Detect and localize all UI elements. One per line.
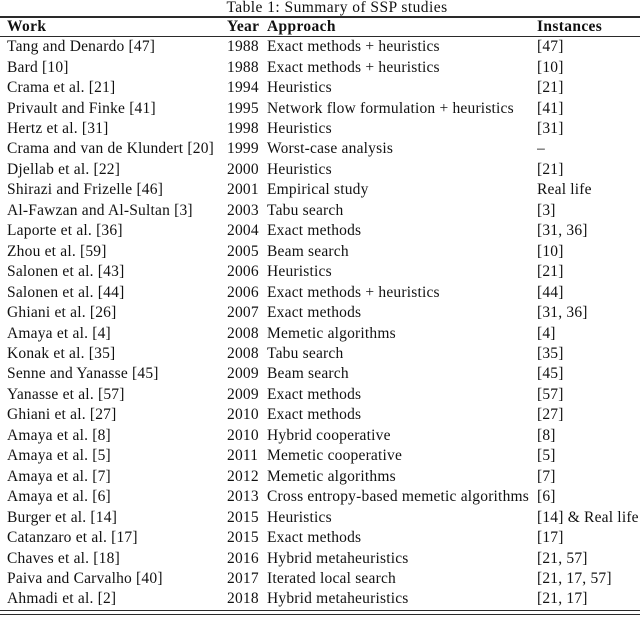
- table-row: [0, 426, 640, 446]
- cell-instances: [35]: [537, 345, 564, 363]
- cell-approach: Heuristics: [267, 120, 332, 138]
- cell-year: 2015: [227, 529, 259, 547]
- cell-work: Senne and Yanasse [45]: [7, 365, 159, 383]
- table-row: [0, 589, 640, 609]
- cell-approach: Tabu search: [267, 345, 344, 363]
- cell-approach: Heuristics: [267, 263, 332, 281]
- cell-instances: [8]: [537, 426, 556, 444]
- cell-approach: Beam search: [267, 365, 349, 383]
- cell-work: Al-Fawzan and Al-Sultan [3]: [7, 201, 193, 219]
- cell-work: Burger et al. [14]: [7, 508, 118, 526]
- cell-approach: Memetic algorithms: [267, 467, 396, 485]
- cell-work: Salonen et al. [44]: [7, 283, 125, 301]
- cell-work: Tang and Denardo [47]: [7, 38, 156, 56]
- table-row: [0, 446, 640, 466]
- cell-instances: [21]: [537, 263, 564, 281]
- cell-work: Ahmadi et al. [2]: [7, 590, 117, 608]
- cell-year: 2003: [227, 201, 259, 219]
- cell-year: 2011: [227, 447, 259, 465]
- cell-approach: Exact methods + heuristics: [267, 58, 440, 76]
- table-row: [0, 242, 640, 262]
- cell-approach: Cross entropy-based memetic algorithms: [267, 488, 530, 506]
- cell-instances: [31, 36]: [537, 304, 588, 322]
- cell-work: Zhou et al. [59]: [7, 242, 107, 260]
- cell-work: Djellab et al. [22]: [7, 160, 121, 178]
- cell-year: 2008: [227, 345, 259, 363]
- cell-work: Salonen et al. [43]: [7, 263, 125, 281]
- table-row: [0, 344, 640, 364]
- cell-year: 2012: [227, 467, 259, 485]
- cell-approach: Exact methods: [267, 304, 362, 322]
- cell-year: 1988: [227, 58, 259, 76]
- cell-approach: Beam search: [267, 242, 349, 260]
- cell-year: 2005: [227, 242, 259, 260]
- cell-year: 2018: [227, 590, 259, 608]
- cell-instances: [45]: [537, 365, 564, 383]
- table-row: [0, 119, 640, 139]
- col-header-work: Work: [7, 18, 47, 35]
- cell-instances: [41]: [537, 99, 564, 117]
- cell-work: Amaya et al. [4]: [7, 324, 111, 342]
- cell-year: 2009: [227, 365, 259, 383]
- cell-instances: [31, 36]: [537, 222, 588, 240]
- cell-approach: Worst-case analysis: [267, 140, 394, 158]
- cell-year: 2009: [227, 385, 259, 403]
- table-row: [0, 160, 640, 180]
- cell-year: 1999: [227, 140, 259, 158]
- cell-work: Ghiani et al. [26]: [7, 304, 117, 322]
- cell-approach: Tabu search: [267, 201, 344, 219]
- cell-year: 2008: [227, 324, 259, 342]
- cell-instances: [21, 17, 57]: [537, 570, 612, 587]
- cell-instances: [44]: [537, 283, 564, 301]
- cell-approach: Exact methods: [267, 385, 362, 403]
- cell-work: Amaya et al. [7]: [7, 467, 111, 485]
- cell-approach: Empirical study: [267, 181, 369, 199]
- cell-approach: Heuristics: [267, 160, 332, 178]
- cell-approach: Exact methods + heuristics: [267, 38, 440, 56]
- cell-year: 1998: [227, 120, 259, 138]
- cell-instances: [47]: [537, 38, 564, 56]
- cell-approach: Heuristics: [267, 79, 332, 97]
- cell-instances: Real life: [537, 181, 592, 199]
- cell-instances: [17]: [537, 529, 564, 547]
- cell-approach: Heuristics: [267, 508, 332, 526]
- cell-year: 2006: [227, 283, 259, 301]
- table-row: [0, 180, 640, 200]
- cell-work: Catanzaro et al. [17]: [7, 529, 138, 547]
- cell-year: 2015: [227, 508, 259, 526]
- table-row: [0, 385, 640, 405]
- cell-approach: Exact methods: [267, 529, 362, 547]
- col-header-year: Year: [227, 18, 260, 35]
- cell-instances: [21]: [537, 160, 564, 178]
- table-row: [0, 201, 640, 221]
- cell-work: Crama et al. [21]: [7, 79, 116, 97]
- cell-year: 2010: [227, 426, 259, 444]
- cell-work: Konak et al. [35]: [7, 345, 116, 363]
- table-row: [0, 78, 640, 98]
- cell-year: 2001: [227, 181, 259, 199]
- cell-work: Amaya et al. [5]: [7, 447, 111, 465]
- table-caption: Table 1: Summary of SSP studies: [226, 0, 448, 16]
- table-row: [0, 569, 640, 589]
- cell-work: Paiva and Carvalho [40]: [7, 570, 163, 587]
- cell-work: Yanasse et al. [57]: [7, 385, 125, 403]
- cell-instances: [7]: [537, 467, 556, 485]
- cell-instances: [4]: [537, 324, 556, 342]
- table-row: [0, 467, 640, 487]
- cell-instances: [10]: [537, 58, 564, 76]
- table-row: [0, 282, 640, 302]
- cell-instances: [5]: [537, 447, 556, 465]
- cell-work: Laporte et al. [36]: [7, 222, 123, 240]
- table-row: [0, 364, 640, 384]
- cell-approach: Exact methods + heuristics: [267, 283, 440, 301]
- cell-year: 1988: [227, 38, 259, 56]
- cell-year: 2000: [227, 160, 259, 178]
- table-row: [0, 405, 640, 425]
- table-row: [0, 487, 640, 507]
- cell-year: 1995: [227, 99, 259, 117]
- cell-approach: Hybrid cooperative: [267, 426, 391, 444]
- cell-instances: –: [537, 140, 545, 158]
- cell-year: 2007: [227, 304, 259, 322]
- cell-instances: [21, 57]: [537, 549, 588, 567]
- cell-year: 2016: [227, 549, 259, 567]
- cell-approach: Network flow formulation + heuristics: [267, 99, 514, 117]
- table-row: [0, 262, 640, 282]
- cell-year: 1994: [227, 79, 259, 97]
- table-row: [0, 98, 640, 118]
- table-body: [0, 37, 640, 610]
- cell-year: 2010: [227, 406, 259, 424]
- cell-instances: [21, 17]: [537, 590, 588, 608]
- table-row: [0, 303, 640, 323]
- cell-instances: [6]: [537, 488, 556, 506]
- table-row: [0, 37, 640, 57]
- cell-work: Amaya et al. [8]: [7, 426, 111, 444]
- table-row: [0, 57, 640, 77]
- table-row: [0, 548, 640, 568]
- table-row: [0, 221, 640, 241]
- cell-work: Amaya et al. [6]: [7, 488, 111, 506]
- cell-work: Ghiani et al. [27]: [7, 406, 117, 424]
- cell-year: 2013: [227, 488, 259, 506]
- cell-instances: [3]: [537, 201, 556, 219]
- cell-year: 2017: [227, 570, 259, 587]
- cell-approach: Hybrid metaheuristics: [267, 590, 409, 608]
- cell-work: Bard [10]: [7, 58, 69, 76]
- cell-instances: [10]: [537, 242, 564, 260]
- cell-work: Chaves et al. [18]: [7, 549, 120, 567]
- cell-approach: Exact methods: [267, 222, 362, 240]
- table-row: [0, 139, 640, 159]
- table-header-row: [0, 18, 640, 36]
- cell-approach: Iterated local search: [267, 570, 396, 587]
- cell-instances: [31]: [537, 120, 564, 138]
- cell-work: Crama and van de Klundert [20]: [7, 140, 215, 158]
- cell-approach: Hybrid metaheuristics: [267, 549, 409, 567]
- cell-approach: Memetic cooperative: [267, 447, 403, 465]
- cell-approach: Exact methods: [267, 406, 362, 424]
- bottom-rule: [0, 610, 640, 615]
- cell-work: Hertz et al. [31]: [7, 120, 109, 138]
- cell-instances: [21]: [537, 79, 564, 97]
- col-header-instances: Instances: [537, 18, 603, 35]
- table-row: [0, 528, 640, 548]
- table-row: [0, 507, 640, 527]
- cell-year: 2004: [227, 222, 259, 240]
- cell-instances: [14] & Real life: [537, 508, 639, 526]
- cell-work: Shirazi and Frizelle [46]: [7, 181, 164, 199]
- cell-instances: [57]: [537, 385, 564, 403]
- ssp-studies-table: [0, 16, 640, 615]
- col-header-approach: Approach: [267, 18, 336, 35]
- cell-year: 2006: [227, 263, 259, 281]
- table-row: [0, 323, 640, 343]
- cell-work: Privault and Finke [41]: [7, 99, 156, 117]
- cell-instances: [27]: [537, 406, 564, 424]
- cell-approach: Memetic algorithms: [267, 324, 396, 342]
